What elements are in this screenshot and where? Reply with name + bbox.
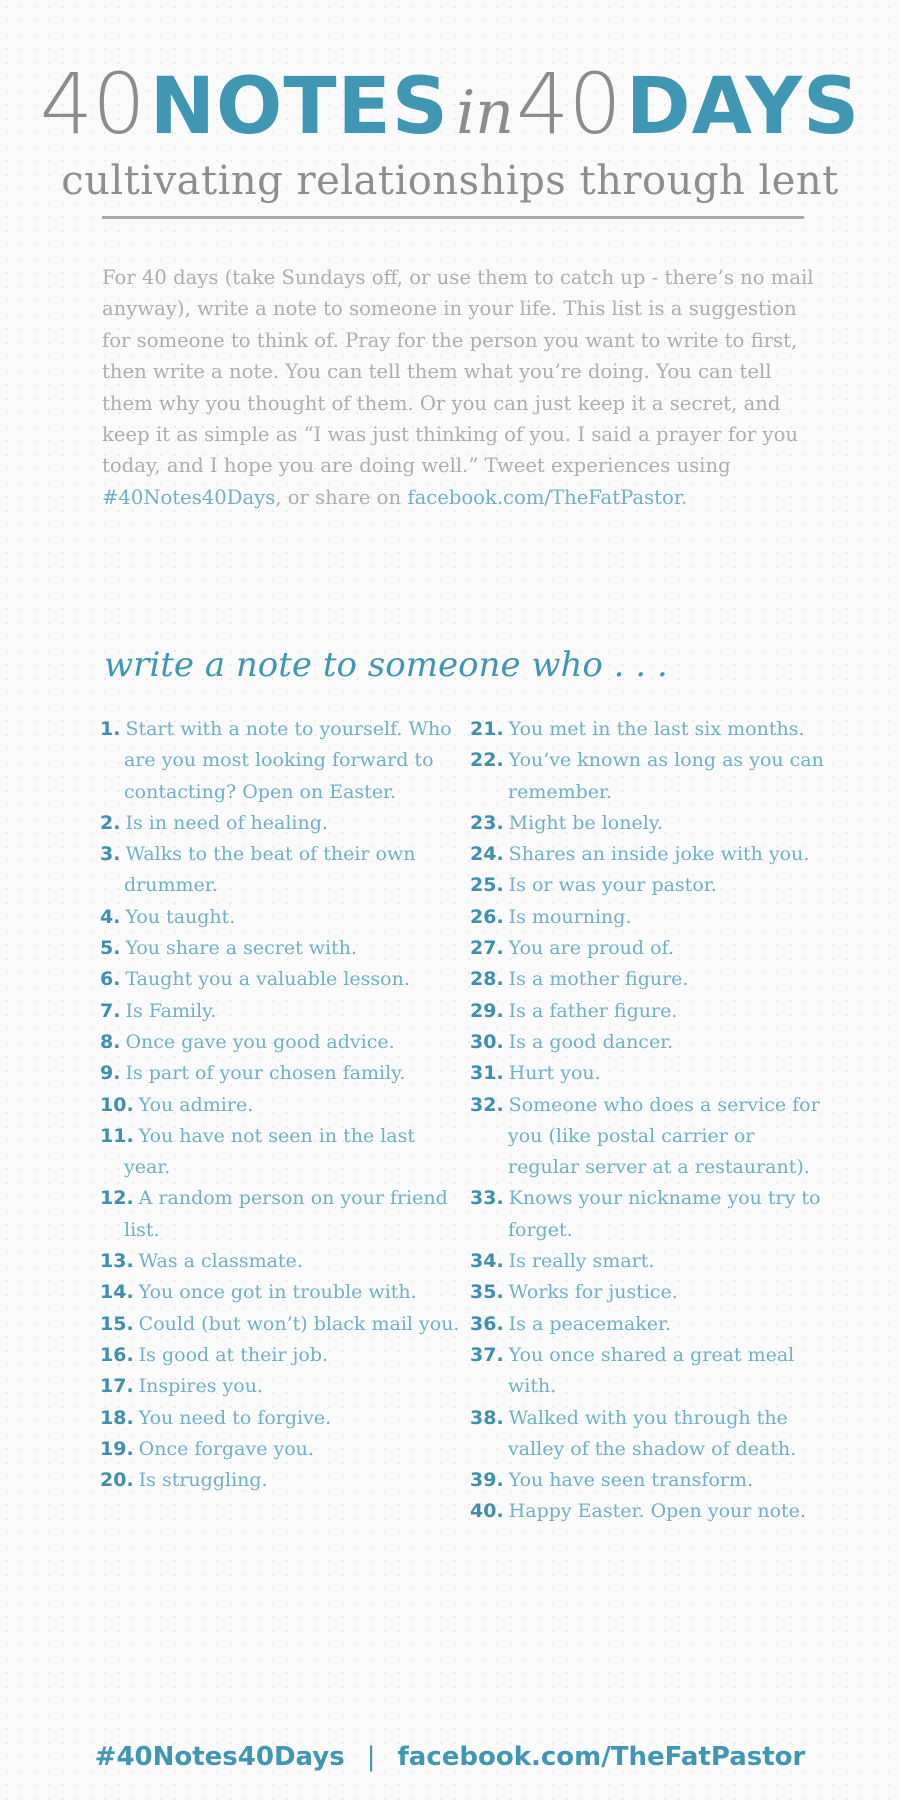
list-item-number: 25. — [470, 874, 504, 897]
list-item-text: Knows your nickname you try to forget. — [508, 1187, 821, 1241]
title-number-2: 40 — [515, 55, 621, 153]
list-item — [470, 1403, 830, 1466]
list-item — [470, 808, 830, 839]
title-word-notes: NOTES — [149, 62, 449, 152]
list-item-number: 6. — [100, 968, 121, 991]
list-item-number: 28. — [470, 968, 504, 991]
list-item-number: 9. — [100, 1062, 121, 1085]
footer-facebook-link[interactable]: facebook.com/TheFatPastor — [397, 1742, 806, 1772]
list-item-text: You admire. — [138, 1093, 254, 1116]
list-item-text: Taught you a valuable lesson. — [125, 968, 410, 991]
list-item — [100, 839, 460, 902]
list-item-text: Is a mother figure. — [508, 968, 689, 991]
list-item-text: Is really smart. — [508, 1250, 655, 1273]
list-item-text: Happy Easter. Open your note. — [508, 1500, 806, 1523]
list-item-number: 19. — [100, 1437, 134, 1460]
intro-text-2: , or share on — [275, 485, 408, 509]
list-item-number: 7. — [100, 999, 121, 1022]
list-item-number: 26. — [470, 905, 504, 928]
list-item-text: You met in the last six months. — [508, 718, 805, 740]
list-item-number: 39. — [470, 1469, 504, 1492]
poster-title — [0, 55, 900, 153]
list-item-text: You once got in trouble with. — [138, 1281, 417, 1304]
list-item — [100, 1058, 460, 1089]
title-number-1: 40 — [39, 55, 145, 153]
list-item-text: Shares an inside joke with you. — [508, 843, 810, 866]
list-item-number: 17. — [100, 1375, 134, 1398]
footer-hashtag-link[interactable]: #40Notes40Days — [94, 1742, 345, 1772]
list-item — [470, 1183, 830, 1246]
list-item-text: Is struggling. — [138, 1469, 268, 1492]
list-item — [100, 1465, 460, 1496]
list-item-number: 27. — [470, 937, 504, 960]
list-item — [100, 1340, 460, 1371]
list-item — [100, 1090, 460, 1121]
list-item-text: Is good at their job. — [138, 1343, 329, 1366]
list-item-text: Could (but won’t) black mail you. — [138, 1312, 460, 1335]
list-item-text: Might be lonely. — [508, 811, 664, 834]
list-item — [470, 964, 830, 995]
list-item-text: Is a good dancer. — [508, 1030, 674, 1053]
list-item-number: 33. — [470, 1187, 504, 1210]
list-item — [470, 1058, 830, 1089]
list-item — [100, 1277, 460, 1308]
list-item-text: You share a secret with. — [125, 937, 357, 960]
list-item — [100, 902, 460, 933]
list-item-text: Is in need of healing. — [125, 811, 328, 834]
list-item-text: Works for justice. — [508, 1281, 678, 1304]
list-item — [470, 1465, 830, 1496]
list-item — [100, 1183, 460, 1246]
list-item-text: You taught. — [125, 905, 236, 928]
list-item — [100, 808, 460, 839]
list-item-text: Is a father figure. — [508, 999, 678, 1022]
title-divider — [102, 216, 804, 219]
list-item-text: You are proud of. — [508, 937, 674, 960]
list-item-text: Is or was your pastor. — [508, 874, 717, 897]
list-item-number: 13. — [100, 1250, 134, 1273]
list-item-number: 30. — [470, 1030, 504, 1053]
footer-separator: | — [366, 1742, 376, 1772]
list-item-number: 22. — [470, 749, 504, 772]
list-item — [470, 745, 830, 808]
list-item — [470, 1496, 830, 1527]
list-item-text: Once gave you good advice. — [125, 1030, 395, 1053]
list-item-text: You’ve known as long as you can remember. — [508, 749, 824, 803]
intro-text-1: For 40 days (take Sundays off, or use them to catch up - there’s no mail anyway), write a note to someone in your life. This list is a suggestion for someone to think of. Pray for the person you want to write to first, then write a note. You can tell them what you’re doing. You can tell them why you thought of them. Or you can just keep it a secret, and keep it as simple as “I was just thinking of you. I said a prayer for you today, and I hope you are doing well.” Tweet experiences using — [102, 266, 814, 478]
list-item — [470, 1246, 830, 1277]
list-item-text: Is part of your chosen family. — [125, 1062, 406, 1085]
list-item-number: 1. — [100, 718, 121, 740]
list-item-text: Once forgave you. — [138, 1437, 314, 1460]
list-item-text: A random person on your friend list. — [124, 1187, 448, 1241]
intro-paragraph — [102, 262, 822, 513]
list-item-number: 4. — [100, 905, 121, 928]
list-item — [100, 996, 460, 1027]
list-item-number: 14. — [100, 1281, 134, 1304]
list-item — [470, 1027, 830, 1058]
list-item-number: 16. — [100, 1343, 134, 1366]
list-item — [470, 870, 830, 901]
intro-facebook-link[interactable]: facebook.com/TheFatPastor — [407, 485, 682, 509]
list-item — [100, 1246, 460, 1277]
list-item — [100, 1434, 460, 1465]
list-item — [100, 1371, 460, 1402]
list-item-text: You need to forgive. — [138, 1406, 332, 1429]
poster-subtitle: cultivating relationships through lent — [61, 158, 839, 204]
list-item-number: 35. — [470, 1281, 504, 1304]
list-item-number: 21. — [470, 718, 504, 740]
list-item-text: Is mourning. — [508, 905, 632, 928]
footer — [0, 1742, 900, 1772]
list-item — [100, 964, 460, 995]
section-heading: write a note to someone who . . . — [104, 645, 668, 685]
list-item-number: 2. — [100, 811, 121, 834]
list-item-number: 5. — [100, 937, 121, 960]
list-item-number: 37. — [470, 1343, 504, 1366]
list-item-number: 29. — [470, 999, 504, 1022]
list-item-number: 18. — [100, 1406, 134, 1429]
list-item-text: Is Family. — [125, 999, 217, 1022]
list-item-text: Walked with you through the valley of the shadow of death. — [508, 1406, 797, 1460]
list-column-right — [470, 714, 830, 1528]
list-item-text: You have not seen in the last year. — [124, 1124, 416, 1179]
list-item — [470, 933, 830, 964]
list-item-number: 38. — [470, 1406, 504, 1429]
list-item — [100, 1309, 460, 1340]
list-item-number: 10. — [100, 1093, 134, 1116]
list-column-left — [100, 714, 460, 1496]
intro-hashtag-link[interactable]: #40Notes40Days — [102, 485, 276, 509]
list-item — [470, 1090, 830, 1184]
list-item-number: 36. — [470, 1312, 504, 1335]
list-item-number: 3. — [100, 843, 121, 866]
list-item-text: You once shared a great meal with. — [508, 1343, 795, 1398]
list-item-text: Hurt you. — [508, 1062, 601, 1085]
list-item — [100, 714, 460, 808]
list-item-text: Walks to the beat of their own drummer. — [124, 843, 416, 897]
list-item-text: Start with a note to yourself. Who are you most looking forward to contacting? Open on Easter. — [124, 718, 452, 803]
list-item-text: Someone who does a service for you (like postal carrier or regular server at a restaurant). — [508, 1093, 820, 1179]
list-item-number: 40. — [470, 1500, 504, 1523]
intro-text-3: . — [681, 485, 688, 509]
list-item-number: 8. — [100, 1030, 121, 1053]
list-item — [470, 996, 830, 1027]
list-item-number: 23. — [470, 811, 504, 834]
list-item-number: 12. — [100, 1187, 134, 1210]
list-item-number: 32. — [470, 1093, 504, 1116]
list-item — [470, 1277, 830, 1308]
list-item — [470, 714, 830, 745]
list-item-number: 11. — [100, 1124, 134, 1147]
title-word-in: in — [456, 78, 514, 148]
list-item-number: 31. — [470, 1062, 504, 1085]
list-item-text: Inspires you. — [138, 1375, 263, 1398]
list-item — [470, 902, 830, 933]
list-item-number: 34. — [470, 1250, 504, 1273]
list-item-text: Was a classmate. — [138, 1250, 303, 1273]
list-item-number: 24. — [470, 843, 504, 866]
list-item — [100, 1403, 460, 1434]
list-item-text: Is a peacemaker. — [508, 1312, 672, 1335]
list-item-number: 15. — [100, 1312, 134, 1335]
list-item-number: 20. — [100, 1469, 134, 1492]
title-word-days: DAYS — [625, 62, 861, 152]
list-item-text: You have seen transform. — [508, 1469, 754, 1492]
list-item — [100, 1027, 460, 1058]
list-item — [100, 933, 460, 964]
list-item — [470, 1309, 830, 1340]
list-item — [470, 1340, 830, 1403]
list-item — [470, 839, 830, 870]
list-item — [100, 1121, 460, 1184]
